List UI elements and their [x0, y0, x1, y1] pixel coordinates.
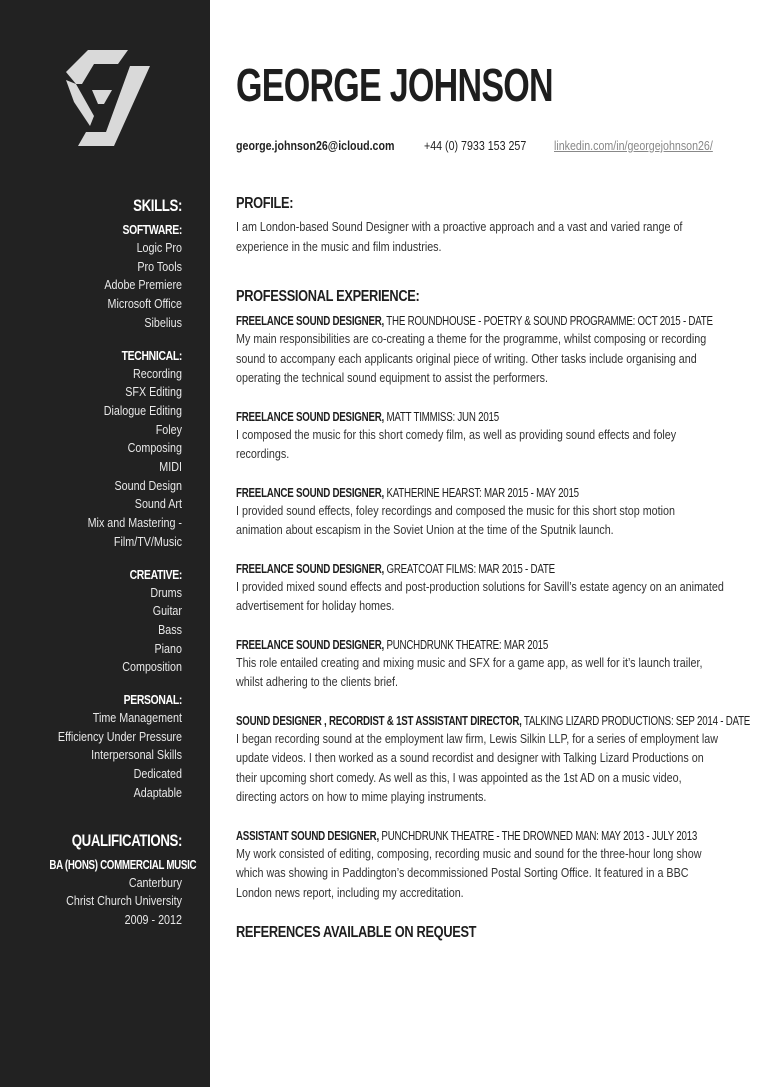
job-entry — [236, 313, 736, 389]
job-entry — [236, 485, 736, 541]
qualification-line: Christ Church University — [66, 894, 182, 909]
profile-heading: PROFILE: — [236, 195, 294, 212]
skill-item: Sibelius — [144, 315, 182, 330]
job-description: I provided sound effects, foley recordings and composed the music for this short stop motion animation about escapism in the Soviet Union at the time of the Sputnik launch. — [236, 503, 676, 537]
job-entry — [236, 561, 736, 617]
skills-group-creative — [12, 566, 182, 678]
skills-group-technical — [12, 347, 182, 552]
skill-item: MIDI — [159, 460, 182, 475]
skill-item: Drums — [150, 585, 182, 600]
skill-item: Piano — [154, 641, 182, 656]
job-heading — [236, 409, 626, 426]
job-entry — [236, 713, 751, 808]
skill-item: Pro Tools — [137, 259, 182, 274]
skills-group-software — [12, 221, 182, 333]
profile-section — [236, 194, 736, 257]
job-detail: TALKING LIZARD PRODUCTIONS: SEP 2014 - DATE — [521, 713, 751, 728]
skill-item: Interpersonal Skills — [91, 748, 182, 763]
skills-group-title: CREATIVE: — [129, 566, 182, 582]
skills-heading: SKILLS: — [133, 196, 182, 215]
job-detail: MATT TIMMISS: JUN 2015 — [384, 409, 499, 424]
skill-item: Microsoft Office — [107, 297, 182, 312]
skill-item: Composing — [127, 441, 182, 456]
qualifications-heading: QUALIFICATIONS: — [71, 830, 182, 850]
job-role: FREELANCE SOUND DESIGNER, — [236, 409, 385, 424]
skill-item: Recording — [132, 366, 182, 381]
job-role: SOUND DESIGNER , RECORDIST & 1ST ASSISTANT DIRECTOR, — [236, 713, 522, 728]
skill-item: SFX Editing — [125, 385, 182, 400]
job-description: This role entailed creating and mixing music and SFX for a game app, as well for it’s launch trailer, whilst adhering to the clients brief. — [236, 655, 703, 689]
skill-item: Mix and Mastering - — [87, 516, 182, 531]
skill-item: Adobe Premiere — [104, 278, 182, 293]
job-heading — [236, 561, 626, 578]
qualification-line: Canterbury — [128, 875, 182, 890]
job-description: I provided mixed sound effects and post-production solutions for Savill’s estate agency on an animated advertisement for holiday homes. — [236, 579, 724, 613]
skills-group-title: TECHNICAL: — [121, 347, 182, 363]
main-content — [236, 194, 751, 943]
candidate-name: GEORGE JOHNSON — [236, 59, 553, 111]
job-heading — [236, 485, 626, 502]
skill-item: Foley — [155, 422, 182, 437]
profile-text: I am London-based Sound Designer with a proactive approach and a vast and varied range of experience in the music and film industries. — [236, 220, 683, 254]
job-entry — [236, 637, 736, 693]
skill-item: Sound Art — [134, 497, 182, 512]
job-role: FREELANCE SOUND DESIGNER, — [236, 314, 385, 328]
job-detail: GREATCOAT FILMS: MAR 2015 - DATE — [384, 561, 555, 576]
job-description: My main responsibilities are co-creating a theme for the programme, whilst composing or recording sound to accompany each applicants original piece of writing. Other tasks include organising and operating the technical sound equipment to assist the performers. — [236, 332, 707, 385]
job-detail: PUNCHDRUNK THEATRE: MAR 2015 — [384, 637, 549, 652]
job-description: My work consisted of editing, composing, recording music and sound for the three-hour long show which was showing in Paddington’s decommissioned Postal Sorting Office. It featured in a BBC London news report, including my accreditation. — [236, 846, 702, 900]
job-role: FREELANCE SOUND DESIGNER, — [236, 637, 385, 652]
job-role: FREELANCE SOUND DESIGNER, — [236, 561, 385, 576]
job-heading — [236, 313, 713, 330]
references-note: REFERENCES AVAILABLE ON REQUEST — [236, 924, 477, 941]
qualification-degree: BA (HONS) COMMERCIAL MUSIC — [49, 857, 197, 872]
job-heading — [236, 828, 698, 845]
skill-item: Efficiency Under Pressure — [57, 729, 182, 744]
skill-item: Dedicated — [133, 767, 182, 782]
contact-bar — [236, 138, 736, 158]
skill-item: Logic Pro — [136, 241, 182, 255]
job-detail: PUNCHDRUNK THEATRE - THE DROWNED MAN: MAY 2013 - JULY 2013 — [378, 828, 698, 843]
skill-item: Dialogue Editing — [103, 403, 182, 418]
job-role: ASSISTANT SOUND DESIGNER, — [236, 828, 379, 843]
skill-item: Composition — [122, 660, 182, 675]
skill-item: Film/TV/Music — [113, 534, 182, 549]
job-detail: THE ROUNDHOUSE - POETRY & SOUND PROGRAMME: OCT 2015 - DATE — [384, 314, 713, 328]
skills-group-personal — [12, 691, 182, 803]
experience-heading: PROFESSIONAL EXPERIENCE: — [236, 288, 420, 305]
job-heading — [236, 713, 751, 730]
gj-monogram-logo-icon — [66, 50, 150, 146]
skill-item: Guitar — [152, 604, 182, 619]
qualification-line: 2009 - 2012 — [124, 912, 182, 927]
phone-number: +44 (0) 7933 153 257 — [424, 138, 527, 153]
job-role: FREELANCE SOUND DESIGNER, — [236, 485, 385, 500]
job-description: I composed the music for this short comedy film, as well as providing sound effects and foley recordings. — [236, 427, 677, 461]
skill-item: Time Management — [92, 711, 182, 726]
sidebar — [0, 0, 210, 1087]
skill-item: Bass — [158, 622, 182, 637]
job-entry — [236, 409, 736, 465]
skill-item: Sound Design — [114, 478, 182, 493]
sidebar-content — [12, 196, 197, 930]
job-detail: KATHERINE HEARST: MAR 2015 - MAY 2015 — [384, 485, 579, 500]
email-link[interactable]: george.johnson26@icloud.com — [236, 138, 395, 153]
linkedin-link[interactable]: linkedin.com/in/georgejohnson26/ — [554, 138, 713, 153]
job-description: I began recording sound at the employment law firm, Lewis Silkin LLP, for a series of employment law update videos. I then worked as a sound recordist and designer with Talking Lizard Productions on their upcoming short comedy. As well as this, I was appointed as the 1st AD on a music video, directing actors on how to mime playing instruments. — [236, 731, 719, 804]
skills-group-title: SOFTWARE: — [122, 222, 182, 237]
skill-item: Adaptable — [133, 785, 182, 800]
job-entry — [236, 828, 736, 904]
skills-group-title: PERSONAL: — [123, 692, 182, 708]
job-heading — [236, 637, 626, 654]
